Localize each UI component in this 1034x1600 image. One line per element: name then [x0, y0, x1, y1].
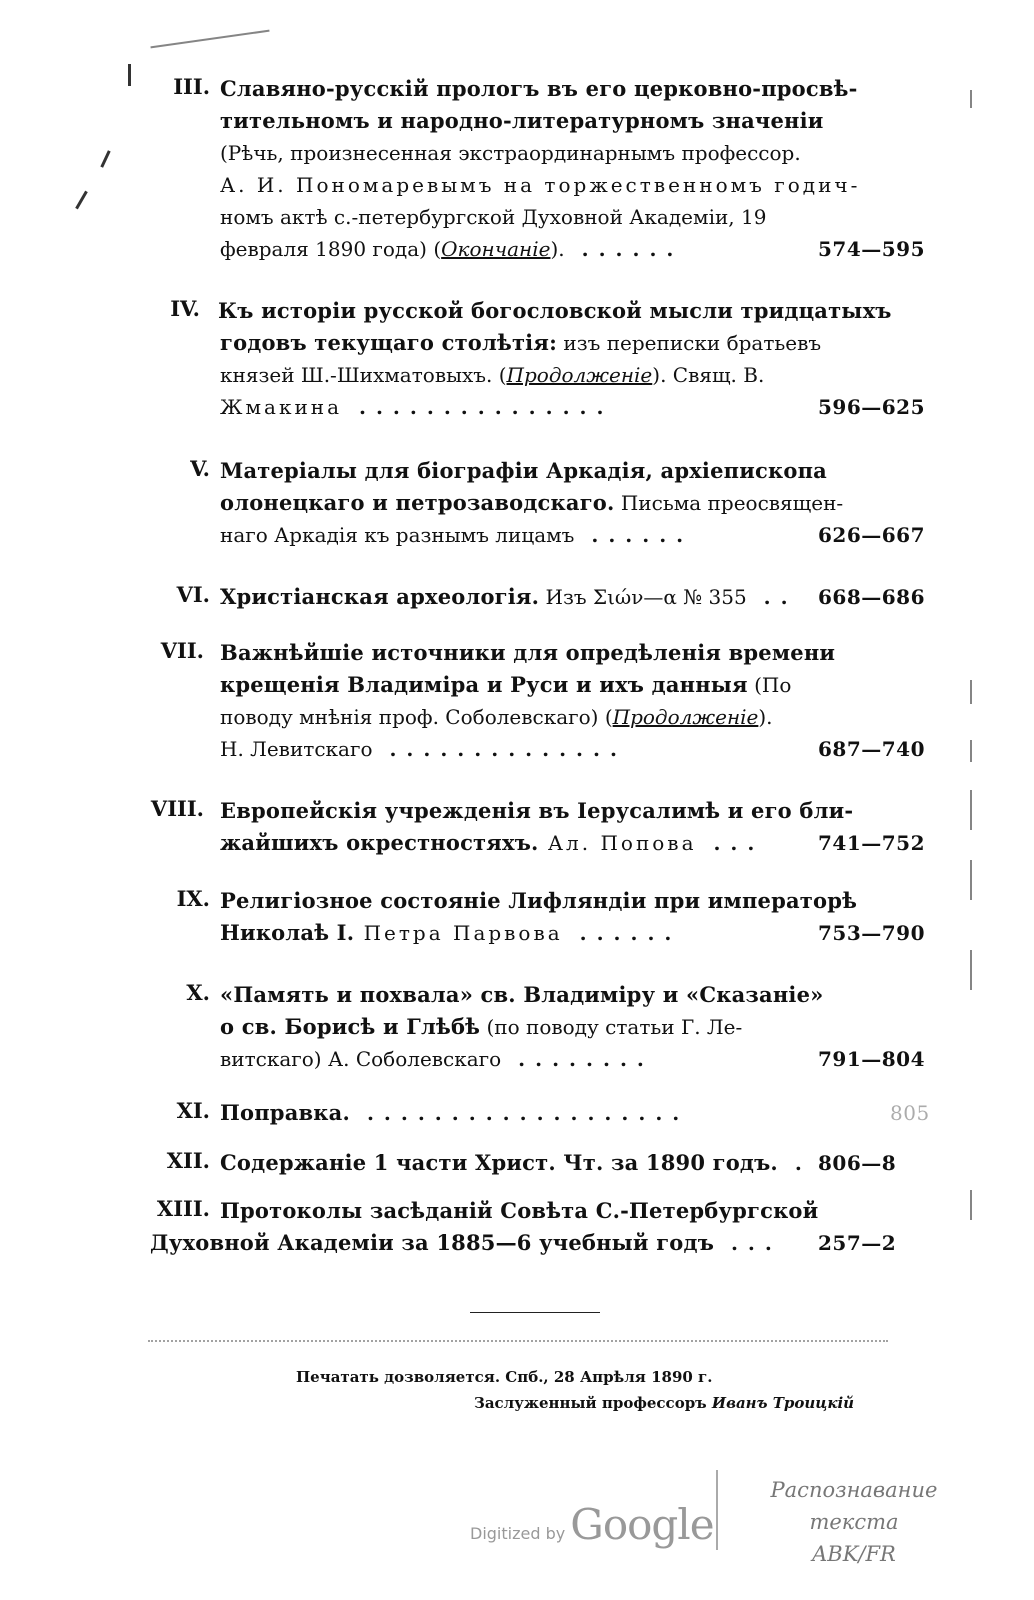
dot-leader: ... [696, 831, 765, 855]
entry-title-line [218, 296, 892, 326]
margin-mark [128, 64, 131, 86]
entry-number: X. [186, 980, 210, 1005]
dot-leader: ...... [564, 237, 684, 261]
italic-text: Продолженіе [506, 363, 653, 387]
body-text: Изъ Σιών—α № 355 [539, 585, 747, 609]
entry-text-line [220, 392, 800, 422]
italic-text: Продолженіе [612, 705, 759, 729]
entry-text-line [220, 360, 800, 390]
title-text: Къ исторіи русской богословской мысли тридцатыхъ [218, 298, 892, 323]
title-text: Матеріалы для біографіи Аркадія, архіепископа [220, 458, 827, 483]
page-range: 596—625 [818, 395, 925, 419]
body-text: изъ переписки братьевъ [557, 331, 822, 355]
separator-rule [470, 1312, 600, 1313]
body-text: витскаго) А. Соболевскаго [220, 1047, 502, 1071]
body-text: Н. Левитскаго [220, 737, 373, 761]
margin-mark [100, 150, 110, 168]
entry-title-line [220, 582, 800, 612]
margin-mark [970, 740, 972, 762]
dot-leader: ................... [349, 1101, 690, 1125]
body-text: февраля 1890 года) ( [220, 237, 442, 261]
title-text: олонецкаго и петрозаводскаго. [220, 490, 615, 515]
margin-mark [150, 30, 269, 49]
ocr-watermark-line: ABK/FR [812, 1542, 896, 1566]
margin-mark [970, 90, 972, 108]
body-text: ). Свящ. В. [652, 363, 765, 387]
digitized-by-text: Digitized by [470, 1524, 566, 1543]
page-range: 687—740 [818, 737, 925, 761]
entry-number: XIII. [156, 1196, 210, 1221]
entry-number: XII. [166, 1148, 210, 1173]
body-text: наго Аркадія къ разнымъ лицамъ [220, 523, 575, 547]
entry-title-line [220, 828, 800, 858]
entry-title-line [220, 918, 800, 948]
entry-text-line [220, 202, 800, 232]
censor-name: Иванъ Троицкій [711, 1394, 855, 1412]
title-text: Николаѣ I. [220, 920, 355, 945]
body-text: Ал. Попова [538, 831, 697, 855]
title-text: крещенія Владиміра и Руси и ихъ данныя [220, 672, 748, 697]
entry-title-line [150, 1228, 782, 1258]
body-text: (по поводу статьи Г. Ле- [480, 1015, 743, 1039]
entry-title-line [220, 1148, 812, 1178]
entry-title-line [220, 456, 827, 486]
margin-mark [970, 680, 972, 704]
page-range: 257—2 [818, 1231, 897, 1255]
title-text: тительномъ и народно-литературномъ значеніи [220, 108, 824, 133]
entry-title-line [220, 1012, 800, 1042]
dot-leader: . [777, 1151, 812, 1175]
body-text: Петра Парвова [354, 921, 563, 945]
ocr-watermark-line: Распознавание текста [770, 1478, 938, 1534]
title-text: «Память и похвала» св. Владиміру и «Сказаніе» [220, 982, 824, 1007]
entry-number: VIII. [150, 796, 204, 821]
page-range: 668—686 [818, 585, 925, 609]
censor-title: Заслуженный профессоръ [474, 1394, 712, 1412]
entry-title-line [220, 1196, 819, 1226]
entry-title-line [220, 886, 858, 916]
entry-title-line [220, 670, 800, 700]
entry-number: VII. [160, 638, 204, 663]
censor-signature [474, 1394, 854, 1412]
body-text: Жмакина [220, 395, 343, 419]
dot-leader: ........ [501, 1047, 654, 1071]
dot-leader: .............. [372, 737, 627, 761]
entry-title-line [220, 488, 844, 518]
entry-text-line [220, 702, 800, 732]
entry-number: III. [173, 74, 210, 99]
margin-mark [970, 790, 972, 830]
digitized-by-watermark [470, 1500, 714, 1549]
page-range: 574—595 [818, 237, 925, 261]
title-text: о св. Борисѣ и Глѣбѣ [220, 1014, 481, 1039]
body-text: (По [747, 673, 792, 697]
dot-leader: ............... [342, 395, 614, 419]
entry-title-line [220, 328, 822, 358]
title-text: Содержаніе 1 части Христ. Чт. за 1890 годъ. [220, 1150, 778, 1175]
entry-number: IX. [176, 886, 210, 911]
margin-mark [970, 1190, 972, 1220]
dot-leader: ... [714, 1231, 782, 1255]
title-text: Важнѣйшіе источники для опредѣленія времени [220, 640, 836, 665]
margin-mark [75, 191, 88, 210]
page-range: 791—804 [818, 1047, 925, 1071]
page-range: 753—790 [818, 921, 925, 945]
entry-title-line [220, 106, 824, 136]
page-range [890, 1101, 1000, 1125]
body-text: поводу мнѣнія проф. Соболевскаго) ( [220, 705, 613, 729]
body-text: номъ актѣ с.-петербургской Духовной Академіи, 19 [220, 205, 767, 229]
entry-title-line [220, 1098, 800, 1128]
title-text: жайшихъ окрестностяхъ. [220, 830, 539, 855]
ocr-watermark [724, 1474, 984, 1570]
entry-title-line [220, 74, 858, 104]
page-range: 741—752 [818, 831, 925, 855]
body-text: А. И. Пономаревымъ на торжественномъ годич- [220, 173, 861, 197]
body-text: Письма преосвящен- [614, 491, 844, 515]
dot-leader: .. [746, 585, 798, 609]
title-text: Протоколы засѣданій Совѣта С.-Петербургской [220, 1198, 819, 1223]
title-text: Христіанская археологія. [220, 584, 540, 609]
watermark-divider [716, 1470, 719, 1550]
page-range: 626—667 [818, 523, 925, 547]
margin-mark [970, 950, 972, 990]
title-text: Поправка. [220, 1100, 350, 1125]
dot-leader: ...... [562, 921, 682, 945]
entry-text-line [220, 1044, 800, 1074]
body-text: ). [758, 705, 773, 729]
margin-mark [970, 860, 972, 900]
entry-text-line [220, 138, 800, 168]
dot-leader: ...... [574, 523, 694, 547]
entry-text-line [220, 170, 861, 200]
google-logo: Google [570, 1500, 714, 1549]
entry-title-line [220, 796, 854, 826]
entry-text-line [220, 520, 800, 550]
page-number: 805 [890, 1101, 930, 1125]
italic-text: Окончаніе [441, 237, 551, 261]
entry-number: IV. [170, 296, 200, 321]
page-range: 806—8 [818, 1151, 897, 1175]
title-text: годовъ текущаго столѣтія: [220, 330, 558, 355]
censor-permission: Печатать дозволяется. Спб., 28 Апрѣля 1890 г. [296, 1368, 713, 1386]
body-text: ). [550, 237, 565, 261]
entry-title-line [220, 638, 836, 668]
title-text: Европейскія учрежденія въ Іерусалимѣ и его бли- [220, 798, 854, 823]
body-text: (Рѣчь, произнесенная экстраординарнымъ профессор. [220, 141, 801, 165]
entry-text-line [220, 234, 800, 264]
title-text: Религіозное состояніе Лифляндіи при императорѣ [220, 888, 858, 913]
entry-text-line [220, 734, 800, 764]
body-text: князей Ш.-Шихматовыхъ. ( [220, 363, 507, 387]
title-text: Славяно-русскій прологъ въ его церковно-просвѣ- [220, 76, 858, 101]
entry-number: VI. [176, 582, 210, 607]
dotted-separator [148, 1340, 888, 1342]
title-text: Духовной Академіи за 1885—6 учебный годъ [150, 1230, 714, 1255]
entry-title-line [220, 980, 824, 1010]
entry-number: XI. [176, 1098, 210, 1123]
entry-number: V. [190, 456, 210, 481]
